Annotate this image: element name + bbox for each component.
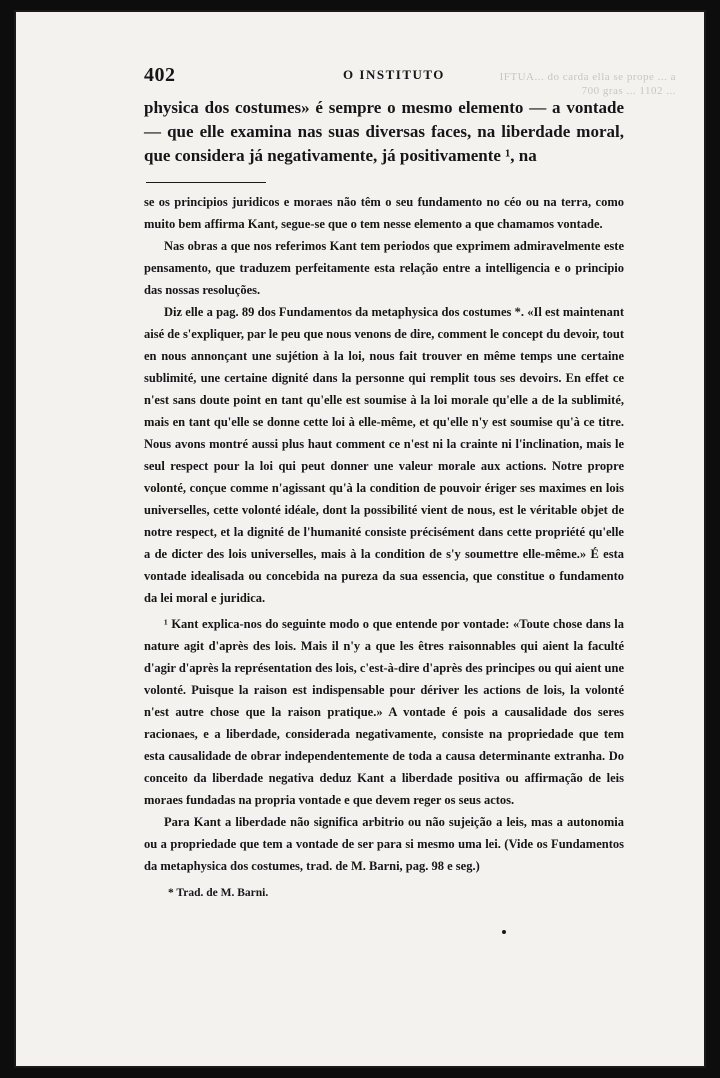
book-page — [14, 10, 706, 1068]
page-number: 402 — [144, 64, 176, 86]
paragraph-quote: Diz elle a pag. 89 dos Fundamentos da metaphysica dos costumes *. «Il est maintenant aisé de s'expliquer, par le peu que nous venons de dire, comment le concept du devoir, tout en nous annonçant une sujétion à la loi, nous fait trouver en même temps une certaine sublimité, une certaine dignité dans la personne qui remplit tous ses devoirs. En effet ce n'est sans doute point en tant qu'elle est soumise à la loi morale qu'elle a de la sublimité, mais en tant qu'elle se donne cette loi à elle-même, et qu'elle n'y est soumise qu'à ce titre. Nous avons montré aussi plus haut comment ce n'est ni la crainte ni l'inclination, mais le seul respect pour la loi qui peut donner une valeur morale aux actions. Notre propre volonté, conçue comme n'agissant qu'à la condition de pouvoir ériger ses maximes en lois universelles, cette volonté idéale, dont la possibilité vient de nous, est le véritable objet de notre respect, et la dignité de l'humanité consiste précisément dans cette propriété qu'elle a de dicter des lois universelles, mais à la condition de s'y soumettre elle-même.» É esta vontade idealisada ou concebida na pureza da sua essencia, que constitue o fundamento da lei moral e juridica. — [144, 305, 624, 605]
footnote-separator — [146, 182, 266, 183]
bleed-through-text: IFTUA... do carda ella se prope ... a 700 gras ... 1102 ... — [499, 71, 676, 97]
footnote-star: * Trad. de M. Barni. — [168, 887, 269, 899]
running-title: O INSTITUTO — [343, 67, 445, 82]
footnote-1-block — [144, 613, 624, 877]
text-block — [144, 96, 624, 901]
main-text — [144, 96, 624, 168]
footnote-para: Para Kant a liberdade não significa arbitrio ou não sujeição a leis, mas a autonomia ou a propriedade que tem a vontade de ser para si mesmo uma lei. (Vide os Fundamentos da metaphysica dos costumes, trad. de M. Barni, pag. 98 e seg.) — [144, 815, 624, 873]
footnote-1: ¹ Kant explica-nos do seguinte modo o que entende por vontade: «Toute chose dans la nature agit d'après des lois. Mais il n'y a que les êtres raisonnables qui aient la faculté d'agir d'après la représentation des lois, c'est-à-dire d'après des principes ou qui aient une volonté. Puisque la raison est indispensable pour dériver les actions de lois, la volonté n'est autre chose que la raison pratique.» A vontade é pois a causalidade dos seres racionaes, e a liberdade, considerada negativamente, consiste na propriedade que tem esta causalidade de obrar independentemente de toda a causa determinante extranha. Do conceito da liberdade negativa deduz Kant a liberdade positiva ou affirmação de leis moraes fundadas na propria vontade e que devem reger os seus actos. — [144, 617, 624, 807]
ink-speck — [502, 930, 506, 934]
footnote-area — [144, 191, 624, 877]
page-header — [144, 62, 644, 88]
paragraph-obras: Nas obras a que nos referimos Kant tem periodos que exprimem admiravelmente este pensamento, que traduzem perfeitamente esta relação entre a intelligencia e o principio das nossas resoluções. — [144, 239, 624, 297]
continuation-paragraph: se os principios juridicos e moraes não têm o seu fundamento no céo ou na terra, como muito bem affirma Kant, segue-se que o tem nesse elemento a que chamamos vontade. — [144, 195, 624, 231]
main-paragraph: physica dos costumes» é sempre o mesmo elemento — a vontade — que elle examina nas suas diversas faces, na liberdade moral, que considera já negativamente, já positivamente ¹, na — [144, 98, 624, 165]
